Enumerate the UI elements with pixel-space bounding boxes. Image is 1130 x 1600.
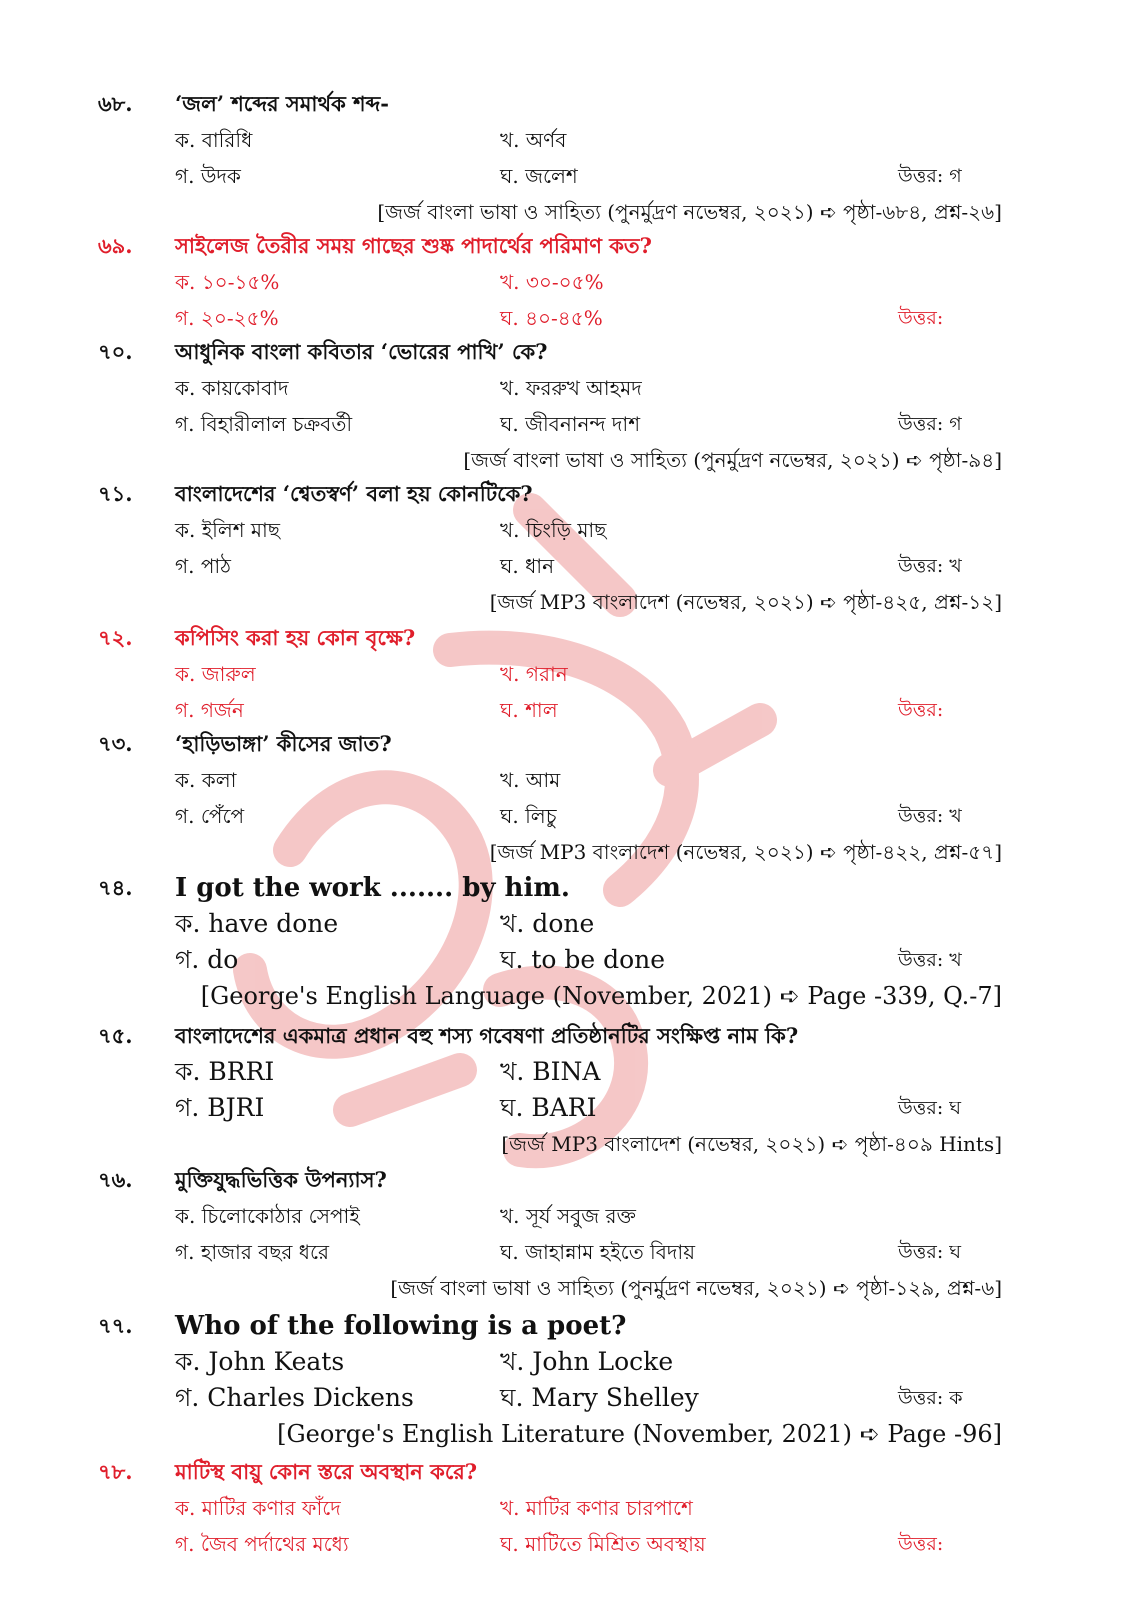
- question-number: ৭৫.: [98, 1023, 133, 1048]
- option-kha: খ. BINA: [500, 1057, 601, 1086]
- reference: [জর্জ বাংলা ভাষা ও সাহিত্য (পুনর্মুদ্রণ নভেম্বর, ২০২১) ➪ পৃষ্ঠা-৯৪]: [463, 448, 1002, 472]
- option-kha: খ. ফররুখ আহমদ: [500, 376, 642, 400]
- option-ka: ক. ১০-১৫%: [175, 270, 280, 294]
- option-ka: ক. জারুল: [175, 662, 256, 686]
- reference: [জর্জ বাংলা ভাষা ও সাহিত্য (পুনর্মুদ্রণ নভেম্বর, ২০২১) ➪ পৃষ্ঠা-৬৮৪, প্রশ্ন-২৬]: [377, 200, 1002, 224]
- answer: উত্তর:: [898, 1533, 944, 1555]
- option-ga: গ. পাঠ: [175, 554, 231, 578]
- question-stem: I got the work ....... by him.: [175, 873, 570, 903]
- reference: [জর্জ MP3 বাংলাদেশ (নভেম্বর, ২০২১) ➪ পৃষ্ঠা-৪০৯ Hints]: [501, 1132, 1002, 1156]
- question-stem: মাটিস্থ বায়ু কোন স্তরে অবস্থান করে?: [175, 1459, 478, 1484]
- answer: উত্তর:: [898, 699, 944, 721]
- option-ka: ক. মাটির কণার ফাঁদে: [175, 1496, 341, 1520]
- option-ka: ক. have done: [175, 909, 339, 938]
- question-number: ৭৪.: [98, 875, 133, 900]
- question-stem: বাংলাদেশের একমাত্র প্রধান বহু শস্য গবেষণা প্রতিষ্ঠানটির সংক্ষিপ্ত নাম কি?: [175, 1023, 799, 1048]
- option-kha: খ. John Locke: [500, 1347, 674, 1376]
- question-number: ৬৮.: [98, 91, 133, 116]
- question-stem: ‘হাড়িভাঙ্গা’ কীসের জাত?: [175, 731, 392, 756]
- question-number: ৭৮.: [98, 1459, 133, 1484]
- option-gha: ঘ. জীবনানন্দ দাশ: [500, 412, 641, 436]
- option-gha: ঘ. জাহান্নাম হইতে বিদায়: [500, 1240, 696, 1264]
- question-stem: কপিসিং করা হয় কোন বৃক্ষে?: [175, 625, 416, 650]
- answer: উত্তর: খ: [898, 949, 962, 971]
- answer: উত্তর: ঘ: [898, 1097, 962, 1119]
- option-kha: খ. done: [500, 909, 595, 938]
- option-gha: ঘ. লিচু: [500, 804, 557, 828]
- answer: উত্তর: ঘ: [898, 1241, 962, 1263]
- option-ka: ক. ইলিশ মাছ: [175, 518, 280, 542]
- option-ga: গ. BJRI: [175, 1093, 265, 1122]
- question-stem: ‘জল’ শব্দের সমার্থক শব্দ-: [175, 91, 389, 116]
- option-ga: গ. উদক: [175, 164, 241, 188]
- option-ga: গ. জৈব পর্দাথের মধ্যে: [175, 1532, 349, 1556]
- option-gha: ঘ. ধান: [500, 554, 555, 578]
- option-gha: ঘ. ৪০-৪৫%: [500, 306, 603, 330]
- answer: উত্তর: খ: [898, 805, 962, 827]
- question-stem: আধুনিক বাংলা কবিতার ‘ভোরের পাখি’ কে?: [175, 339, 548, 364]
- question-number: ৬৯.: [98, 233, 133, 258]
- option-kha: খ. আম: [500, 768, 561, 792]
- question-number: ৭৩.: [98, 731, 133, 756]
- answer: উত্তর: গ: [898, 413, 962, 435]
- option-ga: গ. গর্জন: [175, 698, 244, 722]
- question-number: ৭২.: [98, 625, 133, 650]
- question-stem: বাংলাদেশের ‘শ্বেতস্বর্ণ’ বলা হয় কোনটিকে?: [175, 481, 533, 506]
- option-kha: খ. গরান: [500, 662, 568, 686]
- question-stem: Who of the following is a poet?: [175, 1311, 627, 1341]
- reference: [জর্জ MP3 বাংলাদেশ (নভেম্বর, ২০২১) ➪ পৃষ্ঠা-৪২২, প্রশ্ন-৫৭]: [489, 840, 1002, 864]
- option-ka: ক. চিলোকোঠার সেপাই: [175, 1204, 360, 1228]
- option-kha: খ. সূর্য সবুজ রক্ত: [500, 1204, 636, 1228]
- option-ga: গ. do: [175, 945, 239, 974]
- question-number: ৭৭.: [98, 1313, 133, 1338]
- option-kha: খ. অর্ণব: [500, 128, 567, 152]
- answer: উত্তর: গ: [898, 165, 962, 187]
- option-ga: গ. হাজার বছর ধরে: [175, 1240, 330, 1264]
- option-ga: গ. ২০-২৫%: [175, 306, 279, 330]
- option-ka: ক. John Keats: [175, 1347, 345, 1376]
- option-gha: ঘ. জলেশ: [500, 164, 578, 188]
- option-gha: ঘ. Mary Shelley: [500, 1383, 699, 1412]
- reference: [George's English Literature (November, 2021) ➪ Page -96]: [277, 1420, 1002, 1448]
- option-ka: ক. BRRI: [175, 1057, 275, 1086]
- option-ga: গ. Charles Dickens: [175, 1383, 414, 1412]
- option-gha: ঘ. to be done: [500, 945, 666, 974]
- answer: উত্তর: খ: [898, 555, 962, 577]
- option-gha: ঘ. শাল: [500, 698, 558, 722]
- option-ga: গ. বিহারীলাল চক্রবর্তী: [175, 412, 353, 436]
- reference: [জর্জ বাংলা ভাষা ও সাহিত্য (পুনর্মুদ্রণ নভেম্বর, ২০২১) ➪ পৃষ্ঠা-১২৯, প্রশ্ন-৬]: [390, 1276, 1002, 1300]
- question-stem: মুক্তিযুদ্ধভিত্তিক উপন্যাস?: [175, 1167, 387, 1192]
- question-number: ৭৬.: [98, 1167, 133, 1192]
- question-stem: সাইলেজ তৈরীর সময় গাছের শুষ্ক পাদার্থের পরিমাণ কত?: [175, 233, 652, 258]
- option-ka: ক. কায়কোবাদ: [175, 376, 289, 400]
- answer: উত্তর: ক: [898, 1387, 963, 1409]
- question-number: ৭১.: [98, 481, 133, 506]
- option-ka: ক. বারিধি: [175, 128, 253, 152]
- option-kha: খ. চিংড়ি মাছ: [500, 518, 607, 542]
- question-number: ৭০.: [98, 339, 133, 364]
- reference: [George's English Language (November, 2021) ➪ Page -339, Q.-7]: [200, 982, 1002, 1010]
- option-ga: গ. পেঁপে: [175, 804, 245, 828]
- answer: উত্তর:: [898, 307, 944, 329]
- option-gha: ঘ. মাটিতে মিশ্রিত অবস্থায়: [500, 1532, 706, 1556]
- option-kha: খ. ৩০-০৫%: [500, 270, 604, 294]
- option-gha: ঘ. BARI: [500, 1093, 597, 1122]
- option-kha: খ. মাটির কণার চারপাশে: [500, 1496, 693, 1520]
- option-ka: ক. কলা: [175, 768, 237, 792]
- reference: [জর্জ MP3 বাংলাদেশ (নভেম্বর, ২০২১) ➪ পৃষ্ঠা-৪২৫, প্রশ্ন-১২]: [489, 590, 1002, 614]
